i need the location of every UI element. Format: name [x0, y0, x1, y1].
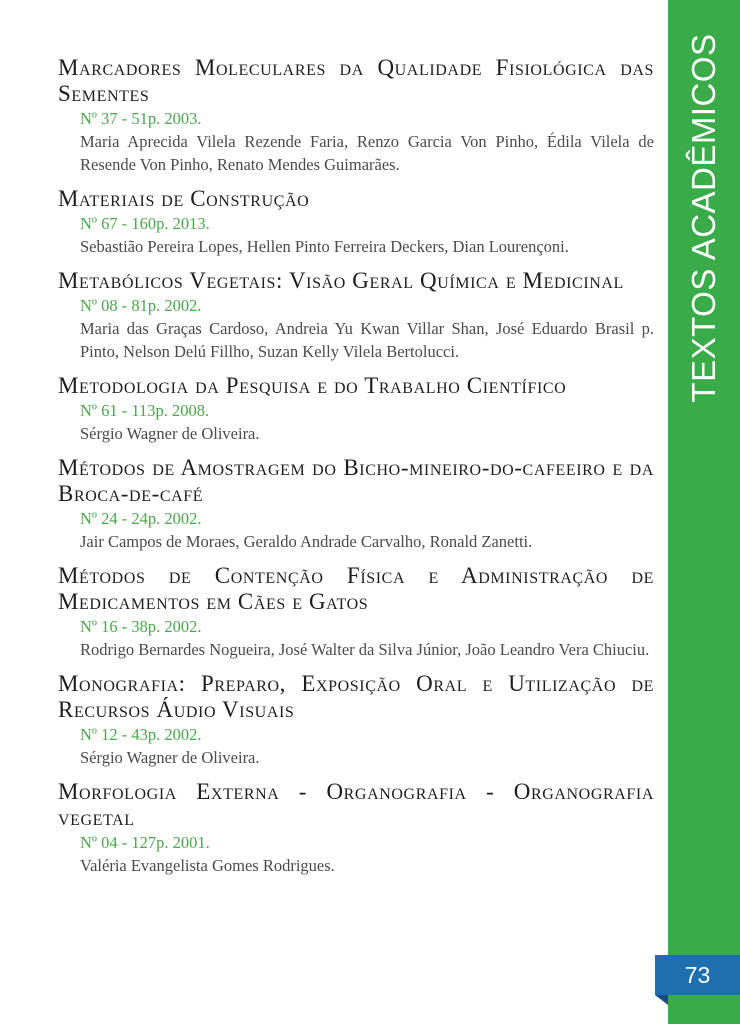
- entry-number: Nº 37 - 51p. 2003.: [80, 109, 202, 128]
- catalog-entry: [58, 268, 654, 363]
- entry-number: Nº 04 - 127p. 2001.: [80, 833, 210, 852]
- entry-title: Morfologia Externa - Organografia - Organografia vegetal: [58, 779, 654, 830]
- entry-title: Metabólicos Vegetais: Visão Geral Química e Medicinal: [58, 268, 624, 293]
- entry-number: Nº 67 - 160p. 2013.: [80, 214, 210, 233]
- catalog-entry: [58, 55, 654, 176]
- entry-authors: Sebastião Pereira Lopes, Hellen Pinto Ferreira Deckers, Dian Lourençoni.: [80, 237, 569, 256]
- catalog-list: [58, 55, 654, 887]
- catalog-entry: [58, 373, 654, 445]
- entry-authors: Valéria Evangelista Gomes Rodrigues.: [80, 856, 335, 875]
- entry-authors: Rodrigo Bernardes Nogueira, José Walter da Silva Júnior, João Leandro Vera Chiuciu.: [80, 640, 650, 659]
- catalog-entry: [58, 671, 654, 769]
- catalog-entry: [58, 563, 654, 661]
- catalog-entry: [58, 455, 654, 553]
- entry-title: Monografia: Preparo, Exposição Oral e Utilização de Recursos Áudio Visuais: [58, 671, 654, 722]
- page-tab-fold: [655, 995, 668, 1005]
- entry-number: Nº 08 - 81p. 2002.: [80, 296, 202, 315]
- entry-title: Métodos de Amostragem do Bicho-mineiro-do-cafeeiro e da Broca-de-café: [58, 455, 654, 506]
- entry-number: Nº 24 - 24p. 2002.: [80, 509, 202, 528]
- entry-authors: Sérgio Wagner de Oliveira.: [80, 748, 260, 767]
- entry-authors: Maria das Graças Cardoso, Andreia Yu Kwan Villar Shan, José Eduardo Brasil p. Pinto, Nelson Delú Fillho, Suzan Kelly Vilela Bertolucci.: [80, 319, 654, 361]
- entry-number: Nº 16 - 38p. 2002.: [80, 617, 202, 636]
- entry-authors: Sérgio Wagner de Oliveira.: [80, 424, 260, 443]
- entry-number: Nº 61 - 113p. 2008.: [80, 401, 210, 420]
- page-number: 73: [655, 955, 740, 995]
- entry-title: Marcadores Moleculares da Qualidade Fisiológica das Sementes: [58, 55, 654, 106]
- entry-number: Nº 12 - 43p. 2002.: [80, 725, 202, 744]
- entry-title: Métodos de Contenção Física e Administração de Medicamentos em Cães e Gatos: [58, 563, 654, 614]
- catalog-entry: [58, 779, 654, 877]
- entry-authors: Maria Aprecida Vilela Rezende Faria, Renzo Garcia Von Pinho, Édila Vilela de Resende Von Pinho, Renato Mendes Guimarães.: [80, 132, 654, 174]
- entry-title: Metodologia da Pesquisa e do Trabalho Científico: [58, 373, 567, 398]
- entry-title: Materiais de Construção: [58, 186, 310, 211]
- entry-authors: Jair Campos de Moraes, Geraldo Andrade Carvalho, Ronald Zanetti.: [80, 532, 533, 551]
- catalog-entry: [58, 186, 654, 258]
- sidebar-section-label: TEXTOS ACADÊMICOS: [685, 33, 722, 403]
